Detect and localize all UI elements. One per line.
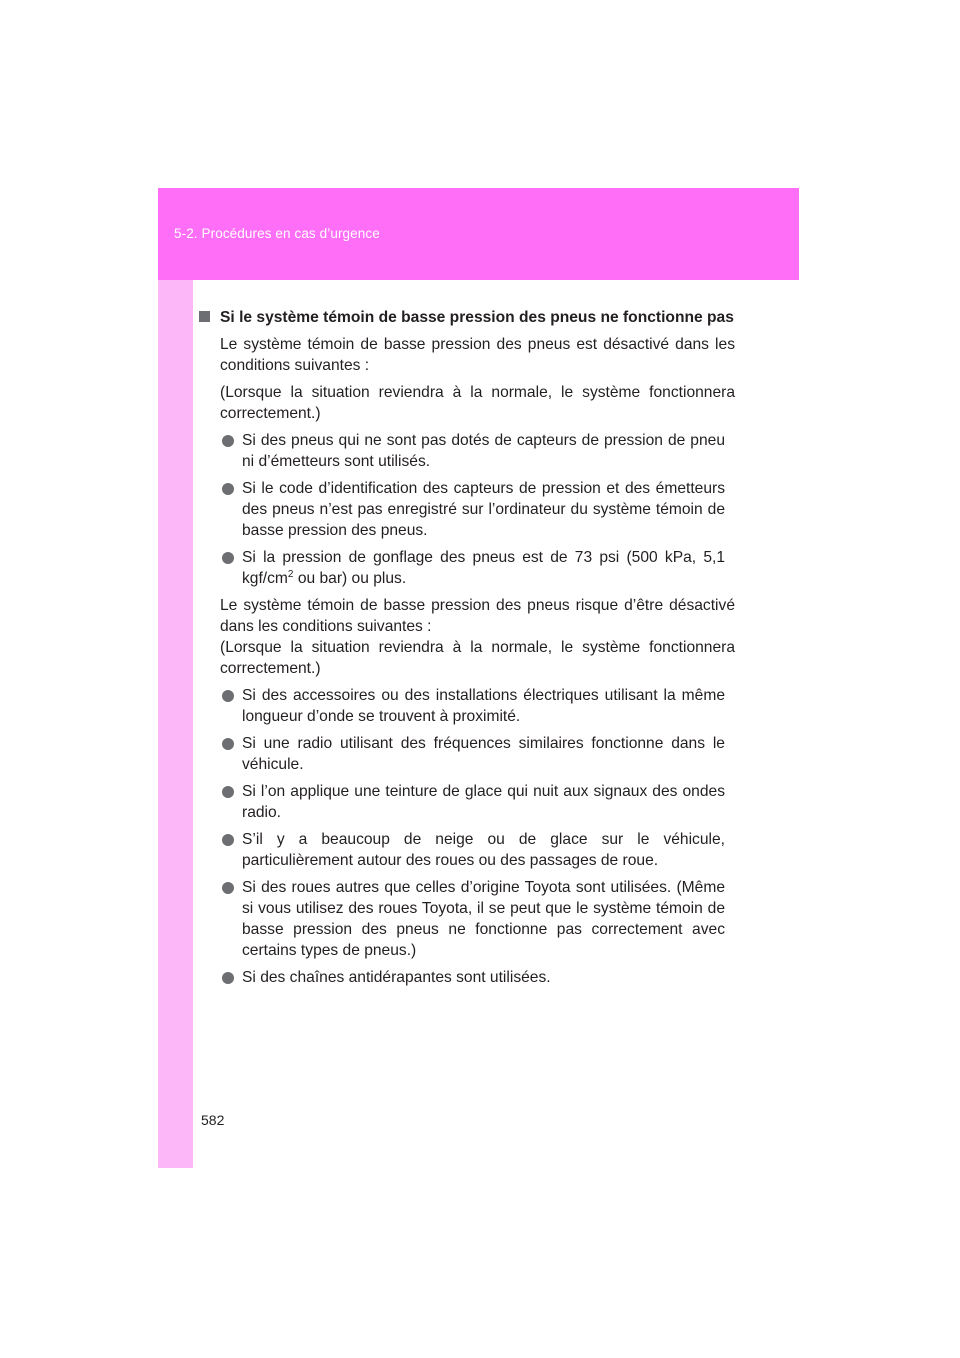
list-item xyxy=(210,478,735,541)
list-item-text: Si l’on applique une teinture de glace qui nuit aux signaux des ondes radio. xyxy=(242,783,725,821)
list-item-text: Si des roues autres que celles d’origine Toyota sont utilisées. (Même si vous utilisez des roues Toyota, il se peut que le système témoin de basse pression des pneus ne fonctionne pas correctement avec certains types de pneus.) xyxy=(242,879,725,959)
bullet-dot-icon xyxy=(222,690,234,702)
list-item-text: S’il y a beaucoup de neige ou de glace sur le véhicule, particulièrement autour des roues ou des passages de roue. xyxy=(242,831,725,869)
page-number: 582 xyxy=(201,1112,225,1128)
pressure-text-start: Si la pression de gonflage des pneus est de 73 psi (500 kPa, 5,1 kgf/cm xyxy=(242,549,725,587)
list-item-text xyxy=(242,549,725,587)
section-heading-text: Si le système témoin de basse pression des pneus ne fonctionne pas xyxy=(220,309,734,326)
list-item-text: Si le code d’identification des capteurs de pression et des émetteurs des pneus n’est pas enregistré sur l’ordinateur du système témoin de basse pression des pneus. xyxy=(242,480,725,539)
list-item-text: Si une radio utilisant des fréquences similaires fonctionne dans le véhicule. xyxy=(242,735,725,773)
bullet-dot-icon xyxy=(222,483,234,495)
bullet-dot-icon xyxy=(222,972,234,984)
list-item-text: Si des accessoires ou des installations électriques utilisant la même longueur d’onde se trouvent à proximité. xyxy=(242,687,725,725)
list-item xyxy=(210,685,735,727)
bullet-dot-icon xyxy=(222,834,234,846)
list-item xyxy=(210,430,735,472)
bullet-dot-icon xyxy=(222,882,234,894)
bullet-dot-icon xyxy=(222,786,234,798)
bullet-dot-icon xyxy=(222,435,234,447)
list-item xyxy=(210,967,735,988)
bullet-dot-icon xyxy=(222,738,234,750)
intro-paragraph-1: Le système témoin de basse pression des pneus est désactivé dans les conditions suivantes : xyxy=(220,336,735,374)
pressure-text-end: ou bar) ou plus. xyxy=(293,570,407,587)
list-item xyxy=(210,547,735,589)
bullet-dot-icon xyxy=(222,552,234,564)
square-bullet-icon xyxy=(199,311,210,322)
note-paragraph-1: (Lorsque la situation reviendra à la normale, le système fonctionnera correctement.) xyxy=(220,384,735,422)
list-item xyxy=(210,781,735,823)
list-item xyxy=(210,829,735,871)
section-label: 5-2. Procédures en cas d’urgence xyxy=(174,226,380,241)
intro-paragraph-2: Le système témoin de basse pression des pneus risque d’être désactivé dans les conditions suivantes : xyxy=(220,597,735,635)
side-strip xyxy=(158,280,193,1168)
section-heading xyxy=(210,307,735,328)
list-item-text: Si des chaînes antidérapantes sont utilisées. xyxy=(242,969,551,986)
page-content xyxy=(210,307,735,994)
superscript-2: 2 xyxy=(287,568,294,580)
list-item-text: Si des pneus qui ne sont pas dotés de capteurs de pression de pneu ni d’émetteurs sont utilisés. xyxy=(242,432,725,470)
list-item xyxy=(210,877,735,961)
note-paragraph-2: (Lorsque la situation reviendra à la normale, le système fonctionnera correctement.) xyxy=(220,639,735,677)
list-item xyxy=(210,733,735,775)
